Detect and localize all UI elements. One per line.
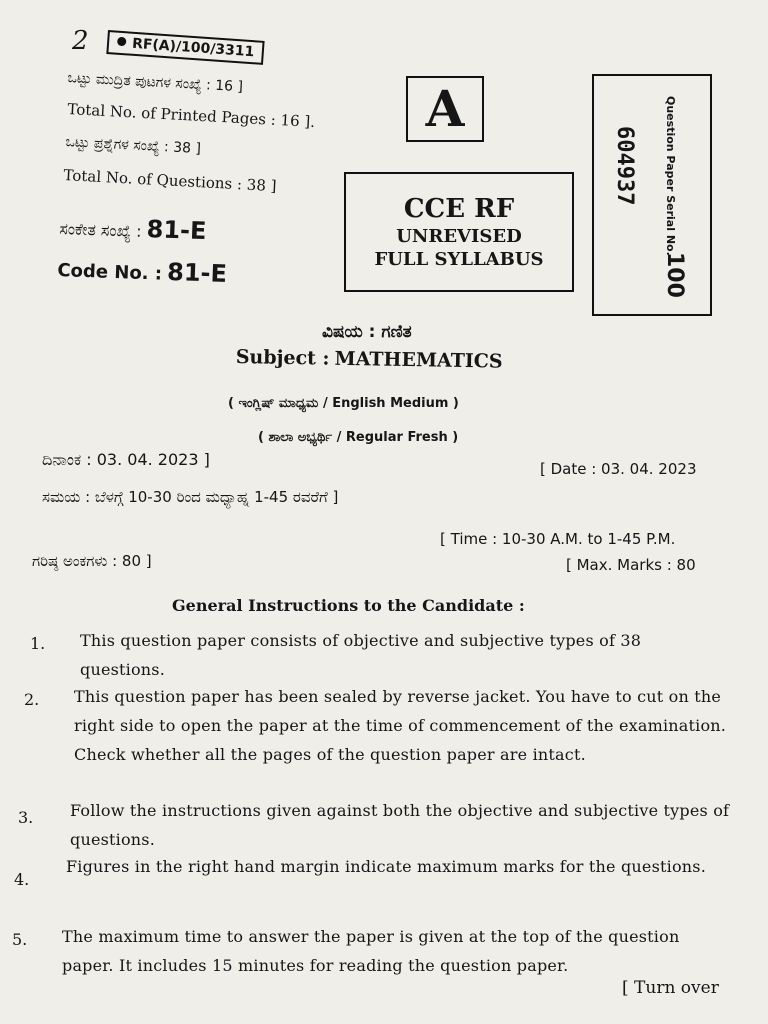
questions-english: Total No. of Questions : 38 ] [63,166,277,196]
candidate-line: ( ಶಾಲಾ ಅಭ್ಯರ್ಥಿ / Regular Fresh ) [258,430,459,445]
item-number: 4. [14,870,30,889]
printed-pages-english: Total No. of Printed Pages : 16 ]. [67,100,316,131]
questions-kannada: ಒಟ್ಟು ಪ್ರಶ್ನೆಗಳ ಸಂಖ್ಯೆ : 38 ] [65,134,202,158]
item-number: 5. [12,930,28,949]
bullet-icon [117,37,127,47]
marks-kannada: ಗರಿಷ್ಠ ಅಂಕಗಳು : 80 ] [32,552,152,570]
subject-kannada: ವಿಷಯ : ಗಣಿತ [322,322,412,342]
turn-over: [ Turn over [622,978,719,998]
code-kannada-value: 81-E [146,215,207,246]
printed-pages-kannada: ಒಟ್ಟು ಮುದ್ರಿತ ಪುಟಗಳ ಸಂಖ್ಯೆ : 16 ] [67,70,244,96]
paper-code: RF(A)/100/3311 [131,35,255,61]
code-english-value: 81-E [166,257,228,288]
page-number: 2 [72,26,89,56]
time-english: [ Time : 10-30 A.M. to 1-45 P.M. [440,530,676,548]
subject-name: MATHEMATICS [334,347,503,373]
exam-type-line3: FULL SYLLABUS [374,249,544,270]
instruction-item: This question paper has been sealed by reverse jacket. You have to cut on the right side to open the paper at the time of commencement of the examination. Check whether all the pages of the question paper are intact. [74,687,727,764]
marks-english: [ Max. Marks : 80 [566,556,696,574]
exam-type-box [344,172,574,292]
time-kannada: ಸಮಯ : ಬೆಳಗ್ಗೆ 10-30 ರಿಂದ ಮಧ್ಯಾಹ್ನ 1-45 ರವರೆಗೆ ] [42,488,339,506]
item-number: 1. [30,634,46,653]
date-kannada: ದಿನಾಂಕ : 03. 04. 2023 ] [42,450,210,469]
item-number: 2. [24,690,40,709]
serial-number-box [592,74,712,316]
set-letter-box: A [406,76,484,142]
code-english-label: Code No. : [57,259,163,285]
serial-label: Question Paper Serial No. [664,96,677,256]
medium-line: ( ಇಂಗ್ಲಿಷ್ ಮಾಧ್ಯಮ / English Medium ) [228,396,459,411]
date-english: [ Date : 03. 04. 2023 [540,460,697,478]
subject-label: Subject : [235,346,330,370]
code-kannada [59,212,207,245]
instruction-item: This question paper consists of objective and subjective types of 38 questions. [80,631,642,679]
instruction-item: Follow the instructions given against both the objective and subjective types of questions. [70,801,730,849]
paper-code-box [106,30,265,65]
code-english [57,254,227,288]
instruction-item: The maximum time to answer the paper is given at the top of the question paper. It includes 15 minutes for reading the question paper. [62,927,680,975]
exam-type-line2: UNREVISED [396,226,522,247]
code-kannada-label: ಸಂಕೇತ ಸಂಖ್ಯೆ : [59,218,142,241]
exam-type-line1: CCE RF [403,194,515,224]
instructions-heading: General Instructions to the Candidate : [172,596,525,615]
serial-number: 604937 [612,126,637,206]
item-number: 3. [18,808,34,827]
instruction-item: Figures in the right hand margin indicate maximum marks for the questions. [66,857,706,876]
subject-line [236,346,503,373]
serial-value: 100 [662,252,687,298]
